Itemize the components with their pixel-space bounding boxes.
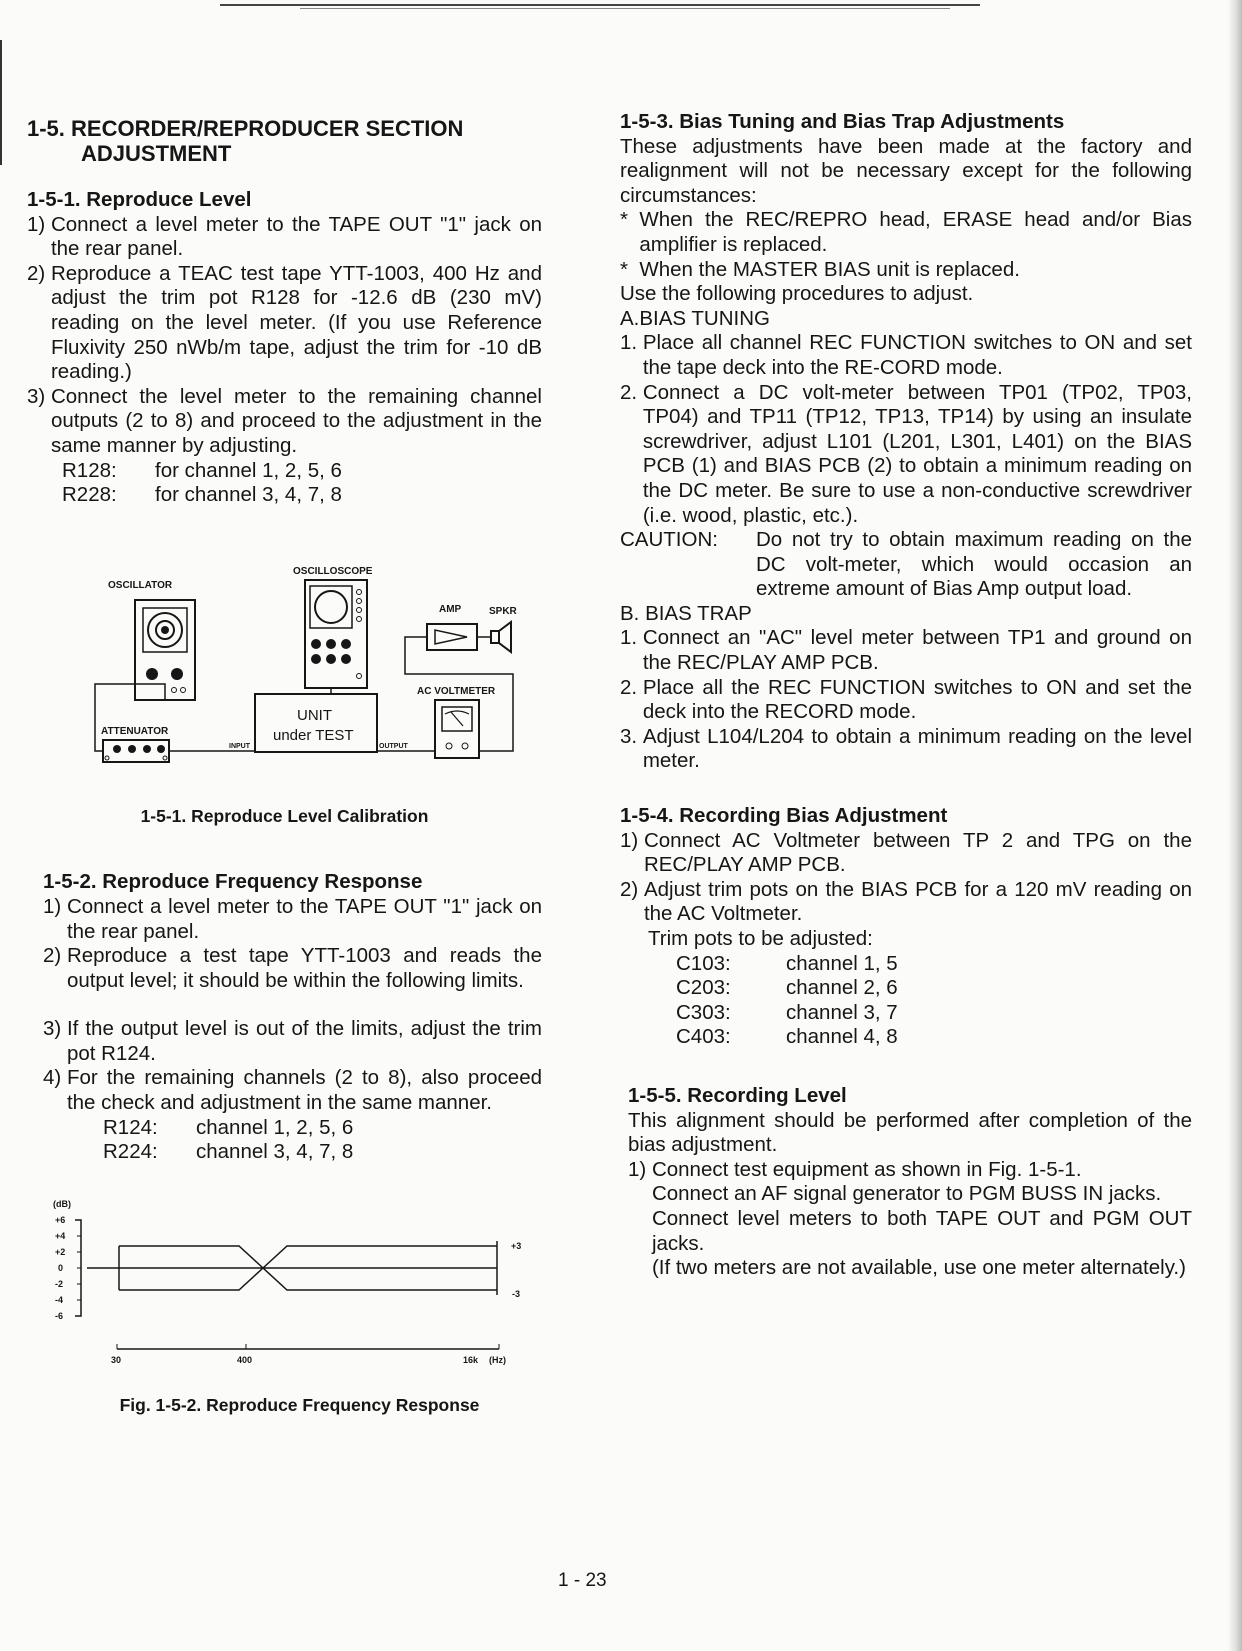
section-1-5-1-list <box>27 213 542 459</box>
oscilloscope-control <box>311 654 321 664</box>
y-tick-label: 0 <box>58 1262 64 1273</box>
trim-pots-table <box>620 952 1192 1050</box>
oscillator-label: OSCILLATOR <box>108 579 173 591</box>
table-row: R224: channel 3, 4, 7, 8 <box>103 1140 354 1164</box>
x-unit-label: (Hz) <box>489 1354 506 1365</box>
bullet-item: * When the REC/REPRO head, ERASE head and/or Bias amplifier is replaced. <box>620 208 1192 256</box>
caution-note: CAUTION: Do not try to obtain maximum reading on the DC volt-meter, which would occasion an extreme amount of Bias Amp output load. <box>620 528 1192 601</box>
list-item: 3) Connect the level meter to the remaining channel outputs (2 to 8) and proceed to the adjustment in the same manner by adjusting. <box>27 384 542 457</box>
x-tick-label: 400 <box>237 1354 253 1365</box>
db-unit-label: (dB) <box>53 1198 71 1209</box>
section-1-5-2-heading: 1-5-2. Reproduce Frequency Response <box>43 870 423 894</box>
attenuator-jack <box>105 756 109 760</box>
spkr-label: SPKR <box>489 605 517 617</box>
bullet-item: * When the MASTER BIAS unit is replaced. <box>620 257 1020 281</box>
oscilloscope-control <box>311 639 321 649</box>
attenuator-knob <box>128 745 136 753</box>
section-1-5-3-intro: These adjustments have been made at the factory and realignment will not be necessary except for the following circumstances: <box>620 134 1192 207</box>
y-tick-label: -4 <box>55 1294 64 1305</box>
section-title: 1-5. RECORDER/REPRODUCER SECTION ADJUSTMENT <box>27 116 464 166</box>
oscilloscope-control <box>326 639 336 649</box>
ac-voltmeter-label: AC VOLTMETER <box>417 685 496 697</box>
table-row: C103: channel 1, 5 <box>676 951 898 975</box>
amp-triangle <box>435 630 467 644</box>
list-item: 1) Connect test equipment as shown in Fig. 1-5-1. Connect an AF signal generator to PGM BUSS IN jacks. Connect level meters to both TAPE OUT and PGM OUT jacks. (If two meters are not available, use one meter alternately.) <box>628 1157 1192 1280</box>
y-tick-label: -2 <box>55 1278 64 1289</box>
attenuator-jack <box>163 756 167 760</box>
oscilloscope-jack <box>357 673 362 678</box>
section-1-5-5-intro: This alignment should be performed after completion of the bias adjustment. <box>628 1108 1192 1157</box>
left-column <box>27 116 542 1417</box>
section-1-5-3-heading: 1-5-3. Bias Tuning and Bias Trap Adjustments <box>620 110 1065 133</box>
plus3-label: +3 <box>511 1240 522 1251</box>
y-tick-label: +4 <box>55 1230 66 1241</box>
oscilloscope-screen <box>315 591 347 623</box>
list-item: 1. Connect an "AC" level meter between TP1 and ground on the REC/PLAY AMP PCB. <box>620 626 1192 675</box>
list-item: 1) Connect a level meter to the TAPE OUT "1" jack on the rear panel. <box>27 212 542 261</box>
oscilloscope-control <box>326 654 336 664</box>
oscilloscope-knob <box>357 616 362 621</box>
procedure-note: Use the following procedures to adjust. <box>620 282 974 306</box>
top-rule <box>220 4 980 6</box>
amp-label: AMP <box>439 603 462 615</box>
right-column <box>620 110 1192 1281</box>
ac-voltmeter-needle <box>451 712 463 726</box>
speaker-magnet <box>491 631 499 643</box>
attenuator-knob <box>143 745 151 753</box>
list-item: 1) Connect a level meter to the TAPE OUT "1" jack on the rear panel. <box>43 894 542 943</box>
list-item: 1) Connect AC Voltmeter between TP 2 and TPG on the REC/PLAY AMP PCB. <box>620 828 1192 877</box>
oscilloscope-control <box>341 639 351 649</box>
oscilloscope-knob <box>357 589 362 594</box>
oscilloscope-screen-frame <box>310 586 352 628</box>
ac-voltmeter-jack <box>462 743 468 749</box>
minus3-label: -3 <box>512 1288 521 1299</box>
table-row: R124: channel 1, 2, 5, 6 <box>103 1115 354 1139</box>
list-item: 2. Place all the REC FUNCTION switches to ON and set the deck into the RECORD mode. <box>620 675 1192 724</box>
list-item: 3) If the output level is out of the limits, adjust the trim pot R124. <box>43 1017 542 1065</box>
x-tick-label: 16k <box>463 1354 479 1365</box>
unit-under-test-label: under TEST <box>273 726 354 744</box>
lower-limit-line <box>263 1268 497 1290</box>
bias-tuning-heading: A.BIAS TUNING <box>620 306 770 330</box>
oscillator-jack <box>181 687 186 692</box>
attenuator-label: ATTENUATOR <box>101 725 169 737</box>
y-tick-label: +2 <box>55 1246 66 1257</box>
bias-trap-heading: B. BIAS TRAP <box>620 601 752 625</box>
frequency-response-diagram <box>27 1195 542 1385</box>
reproduce-level-calibration-diagram <box>65 548 565 798</box>
lower-limit-line <box>119 1268 263 1290</box>
list-item: 2. Connect a DC volt-meter between TP01 (TP02, TP03, TP04) and TP11 (TP12, TP13, TP14) by using an insulate screwdriver, adjust L101 (L201, L301, L401) on the BIAS PCB (1) and BIAS PCB (2) to obtain a minimum reading on the DC meter. Be sure to use a non-conductive screwdriver (i.e. wood, plastic, etc.). <box>620 380 1192 527</box>
figure-1-5-1-caption: 1-5-1. Reproduce Level Calibration <box>140 805 429 826</box>
section-1-5-1-table <box>27 459 542 508</box>
attenuator-knob <box>113 745 121 753</box>
top-rule-thin <box>300 8 950 9</box>
list-item: 1. Place all channel REC FUNCTION switches to ON and set the tape deck into the RE-CORD mode. <box>620 331 1192 379</box>
speaker-cone <box>499 622 511 652</box>
ac-voltmeter-scale <box>445 711 469 714</box>
section-1-5-5-heading: 1-5-5. Recording Level <box>628 1083 847 1107</box>
list-item: 2) Reproduce a test tape YTT-1003 and reads the output level; it should be within the following limits. <box>43 944 542 992</box>
left-margin-rule <box>0 40 2 165</box>
oscilloscope-knob <box>357 607 362 612</box>
attenuator-knob <box>157 745 165 753</box>
input-label: INPUT <box>229 742 250 750</box>
page-number: 1 - 23 <box>558 1570 607 1591</box>
table-row: R228: for channel 3, 4, 7, 8 <box>62 483 342 507</box>
upper-limit-line <box>119 1246 263 1268</box>
oscilloscope-knob <box>357 598 362 603</box>
list-item: 3. Adjust L104/L204 to obtain a minimum reading on the level meter. <box>620 724 1192 773</box>
figure-1-5-2-caption: Fig. 1-5-2. Reproduce Frequency Response <box>119 1394 480 1415</box>
table-row: C403: channel 4, 8 <box>676 1025 898 1049</box>
trim-pots-intro: Trim pots to be adjusted: <box>648 927 873 950</box>
table-row: R128: for channel 1, 2, 5, 6 <box>62 458 342 482</box>
output-label: OUTPUT <box>379 742 408 750</box>
x-tick-label: 30 <box>111 1354 122 1365</box>
list-item: 2) Adjust trim pots on the BIAS PCB for a 120 mV reading on the AC Voltmeter. <box>620 877 1192 926</box>
section-1-5-2-list <box>43 895 542 1116</box>
unit-under-test-label: UNIT <box>297 706 332 724</box>
section-1-5-4-heading: 1-5-4. Recording Bias Adjustment <box>620 804 948 828</box>
oscillator-knob-left <box>146 668 158 680</box>
section-1-5-1-heading: 1-5-1. Reproduce Level <box>27 188 252 211</box>
upper-limit-line <box>263 1246 497 1268</box>
table-row: C203: channel 2, 6 <box>676 976 898 1000</box>
oscilloscope-label: OSCILLOSCOPE <box>293 565 373 577</box>
section-1-5-2-table <box>27 1116 542 1165</box>
y-tick-label: +6 <box>55 1214 66 1225</box>
oscillator-dial-center <box>161 626 169 634</box>
list-item: 4) For the remaining channels (2 to 8), also proceed the check and adjustment in the same manner. <box>43 1066 542 1115</box>
list-item: 2) Reproduce a TEAC test tape YTT-1003, 400 Hz and adjust the trim pot R128 for -12.6 dB (230 mV) reading on the level meter. (If you use Reference Fluxivity 250 nWb/m tape, adjust the trim for -10 dB reading.) <box>27 261 542 384</box>
oscillator-knob-right <box>171 668 183 680</box>
oscillator-jack <box>172 687 177 692</box>
oscilloscope-box <box>305 580 367 688</box>
page-edge-shadow <box>1228 0 1242 1651</box>
ac-voltmeter-jack <box>446 743 452 749</box>
table-row: C303: channel 3, 7 <box>676 1000 898 1024</box>
oscilloscope-control <box>341 654 351 664</box>
y-tick-label: -6 <box>55 1310 64 1321</box>
